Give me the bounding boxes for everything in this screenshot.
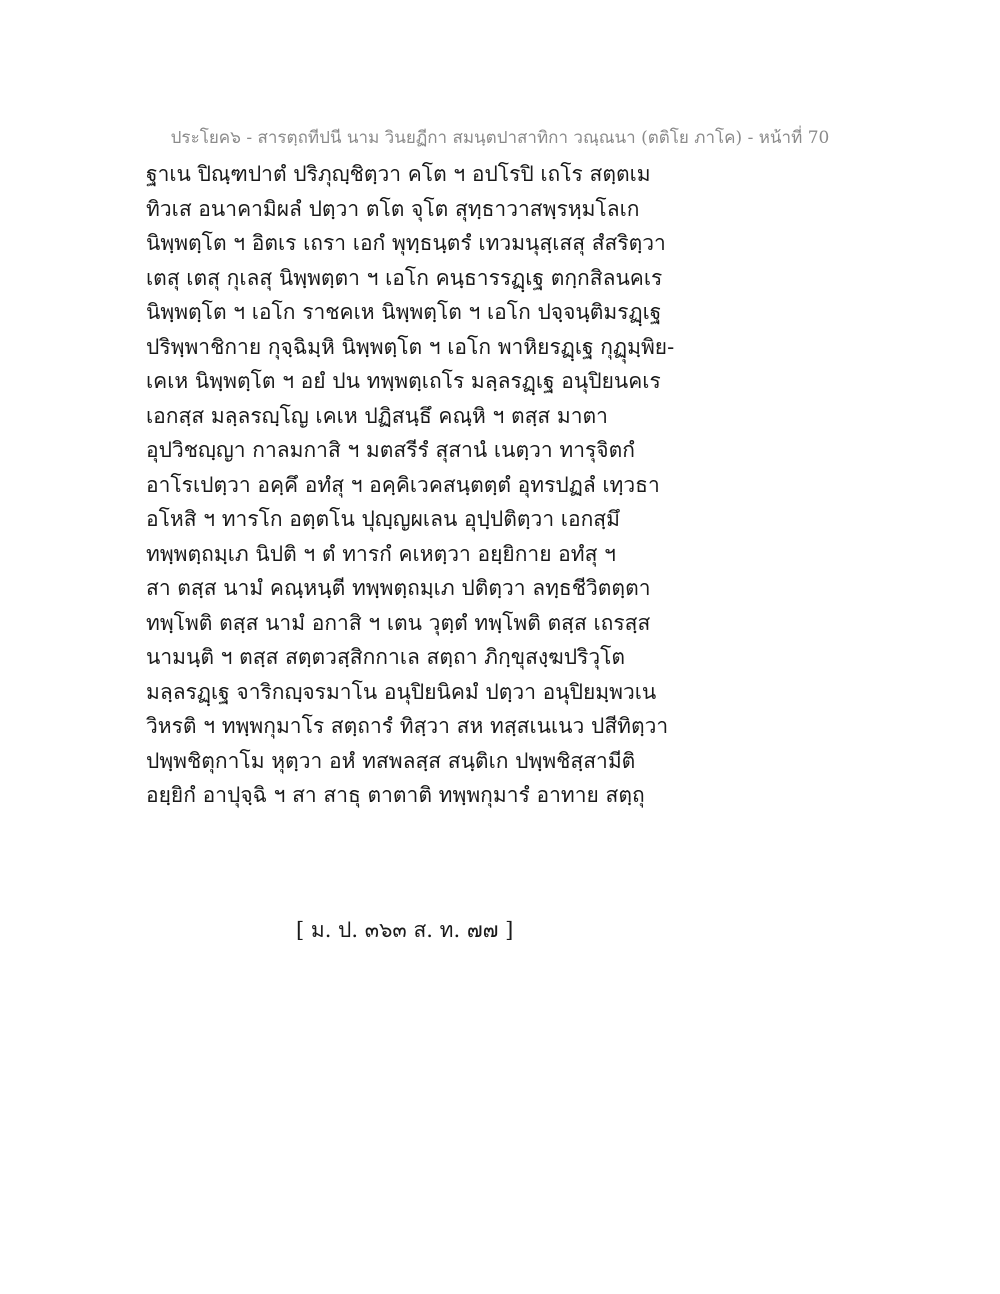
page-reference: [ ม. ป. ๓๖๓ ส. ท. ๗๗ ] [296, 918, 514, 942]
text-line: เอกสฺส มลฺลรญฺโญ เคเห ปฏิสนฺธึ คณฺหิ ฯ ตสฺส มาตา [146, 403, 608, 428]
text-line: นามนฺติ ฯ ตสฺส สตฺตวสฺสิกกาเล สตฺถา ภิกฺขุสงฺฆปริวุโต [146, 645, 626, 669]
text-line: ทพฺโพติ ตสฺส นามํ อกาสิ ฯ เตน วุตฺตํ ทพฺโพติ ตสฺส เถรสฺส [146, 610, 651, 635]
text-line: อยฺยิกํ อาปุจฺฉิ ฯ สา สาธุ ตาตาติ ทพฺพกุมารํ อาทาย สตฺถุ [146, 783, 645, 807]
text-line: ปริพฺพาชิกาย กุจฺฉิมฺหิ นิพฺพตฺโต ฯ เอโก พาหิยรฏฺเฐ กุฏุมฺพิย- [146, 334, 675, 359]
text-line: อุปวิชญฺญา กาลมกาสิ ฯ มตสรีรํ สุสานํ เนตฺวา ทารุจิตกํ [146, 438, 635, 462]
text-line: นิพฺพตฺโต ฯ อิตเร เถรา เอกํ พุทฺธนฺตรํ เทวมนุสฺเสสุ สํสริตฺวา [146, 231, 666, 255]
text-line: ทิวเส อนาคามิผลํ ปตฺวา ตโต จุโต สุทฺธาวาสพฺรหฺมโลเก [146, 196, 640, 221]
text-line: เตสุ เตสุ กุเลสุ นิพฺพตฺตา ฯ เอโก คนฺธารรฏฺเฐ ตกฺกสิลนคเร [146, 265, 663, 290]
text-line: อโหสิ ฯ ทารโก อตฺตโน ปุญฺญผเลน อุปฺปติตฺวา เอกสฺมึ [146, 507, 620, 531]
page-header: ประโยค๖ - สารตฺถทีปนี นาม วินยฏีกา สมนฺตปาสาทิกา วณฺณนา (ตติโย ภาโค) - หน้าที่ 70 [170, 128, 830, 148]
text-line: วิหรติ ฯ ทพฺพกุมาโร สตฺถารํ ทิสฺวา สห ทสฺสเนเนว ปสีทิตฺวา [146, 714, 669, 738]
text-line: ทพฺพตฺถมฺเภ นิปติ ฯ ตํ ทารกํ คเหตฺวา อยฺยิกาย อทํสุ ฯ [146, 541, 616, 566]
text-line: อาโรเปตฺวา อคฺคึ อทํสุ ฯ อคฺคิเวคสนฺตตฺตํ อุทรปฏลํ เทฺวธา [146, 472, 660, 497]
text-line: มลฺลรฏฺเฐ จาริกญฺจรมาโน อนุปิยนิคมํ ปตฺวา อนุปิยมฺพวเน [146, 679, 657, 704]
body-text [146, 160, 866, 816]
text-line: สา ตสฺส นามํ คณฺหนฺตี ทพฺพตฺถมฺเภ ปติตฺวา ลทฺธชีวิตตฺตา [146, 576, 651, 600]
text-line: เคเห นิพฺพตฺโต ฯ อยํ ปน ทพฺพตฺเถโร มลฺลรฏฺเฐ อนุปิยนคเร [146, 369, 661, 393]
text-line: ฐาเน ปิณฺฑปาตํ ปริภุญฺชิตฺวา คโต ฯ อปโรปิ เถโร สตฺตเม [146, 162, 651, 186]
text-line: ปพฺพชิตุกาโม หุตฺวา อหํ ทสพลสฺส สนฺติเก ปพฺพชิสฺสามีติ [146, 748, 636, 773]
text-line: นิพฺพตฺโต ฯ เอโก ราชคเห นิพฺพตฺโต ฯ เอโก ปจฺจนฺติมรฏฺเฐ [146, 300, 662, 324]
